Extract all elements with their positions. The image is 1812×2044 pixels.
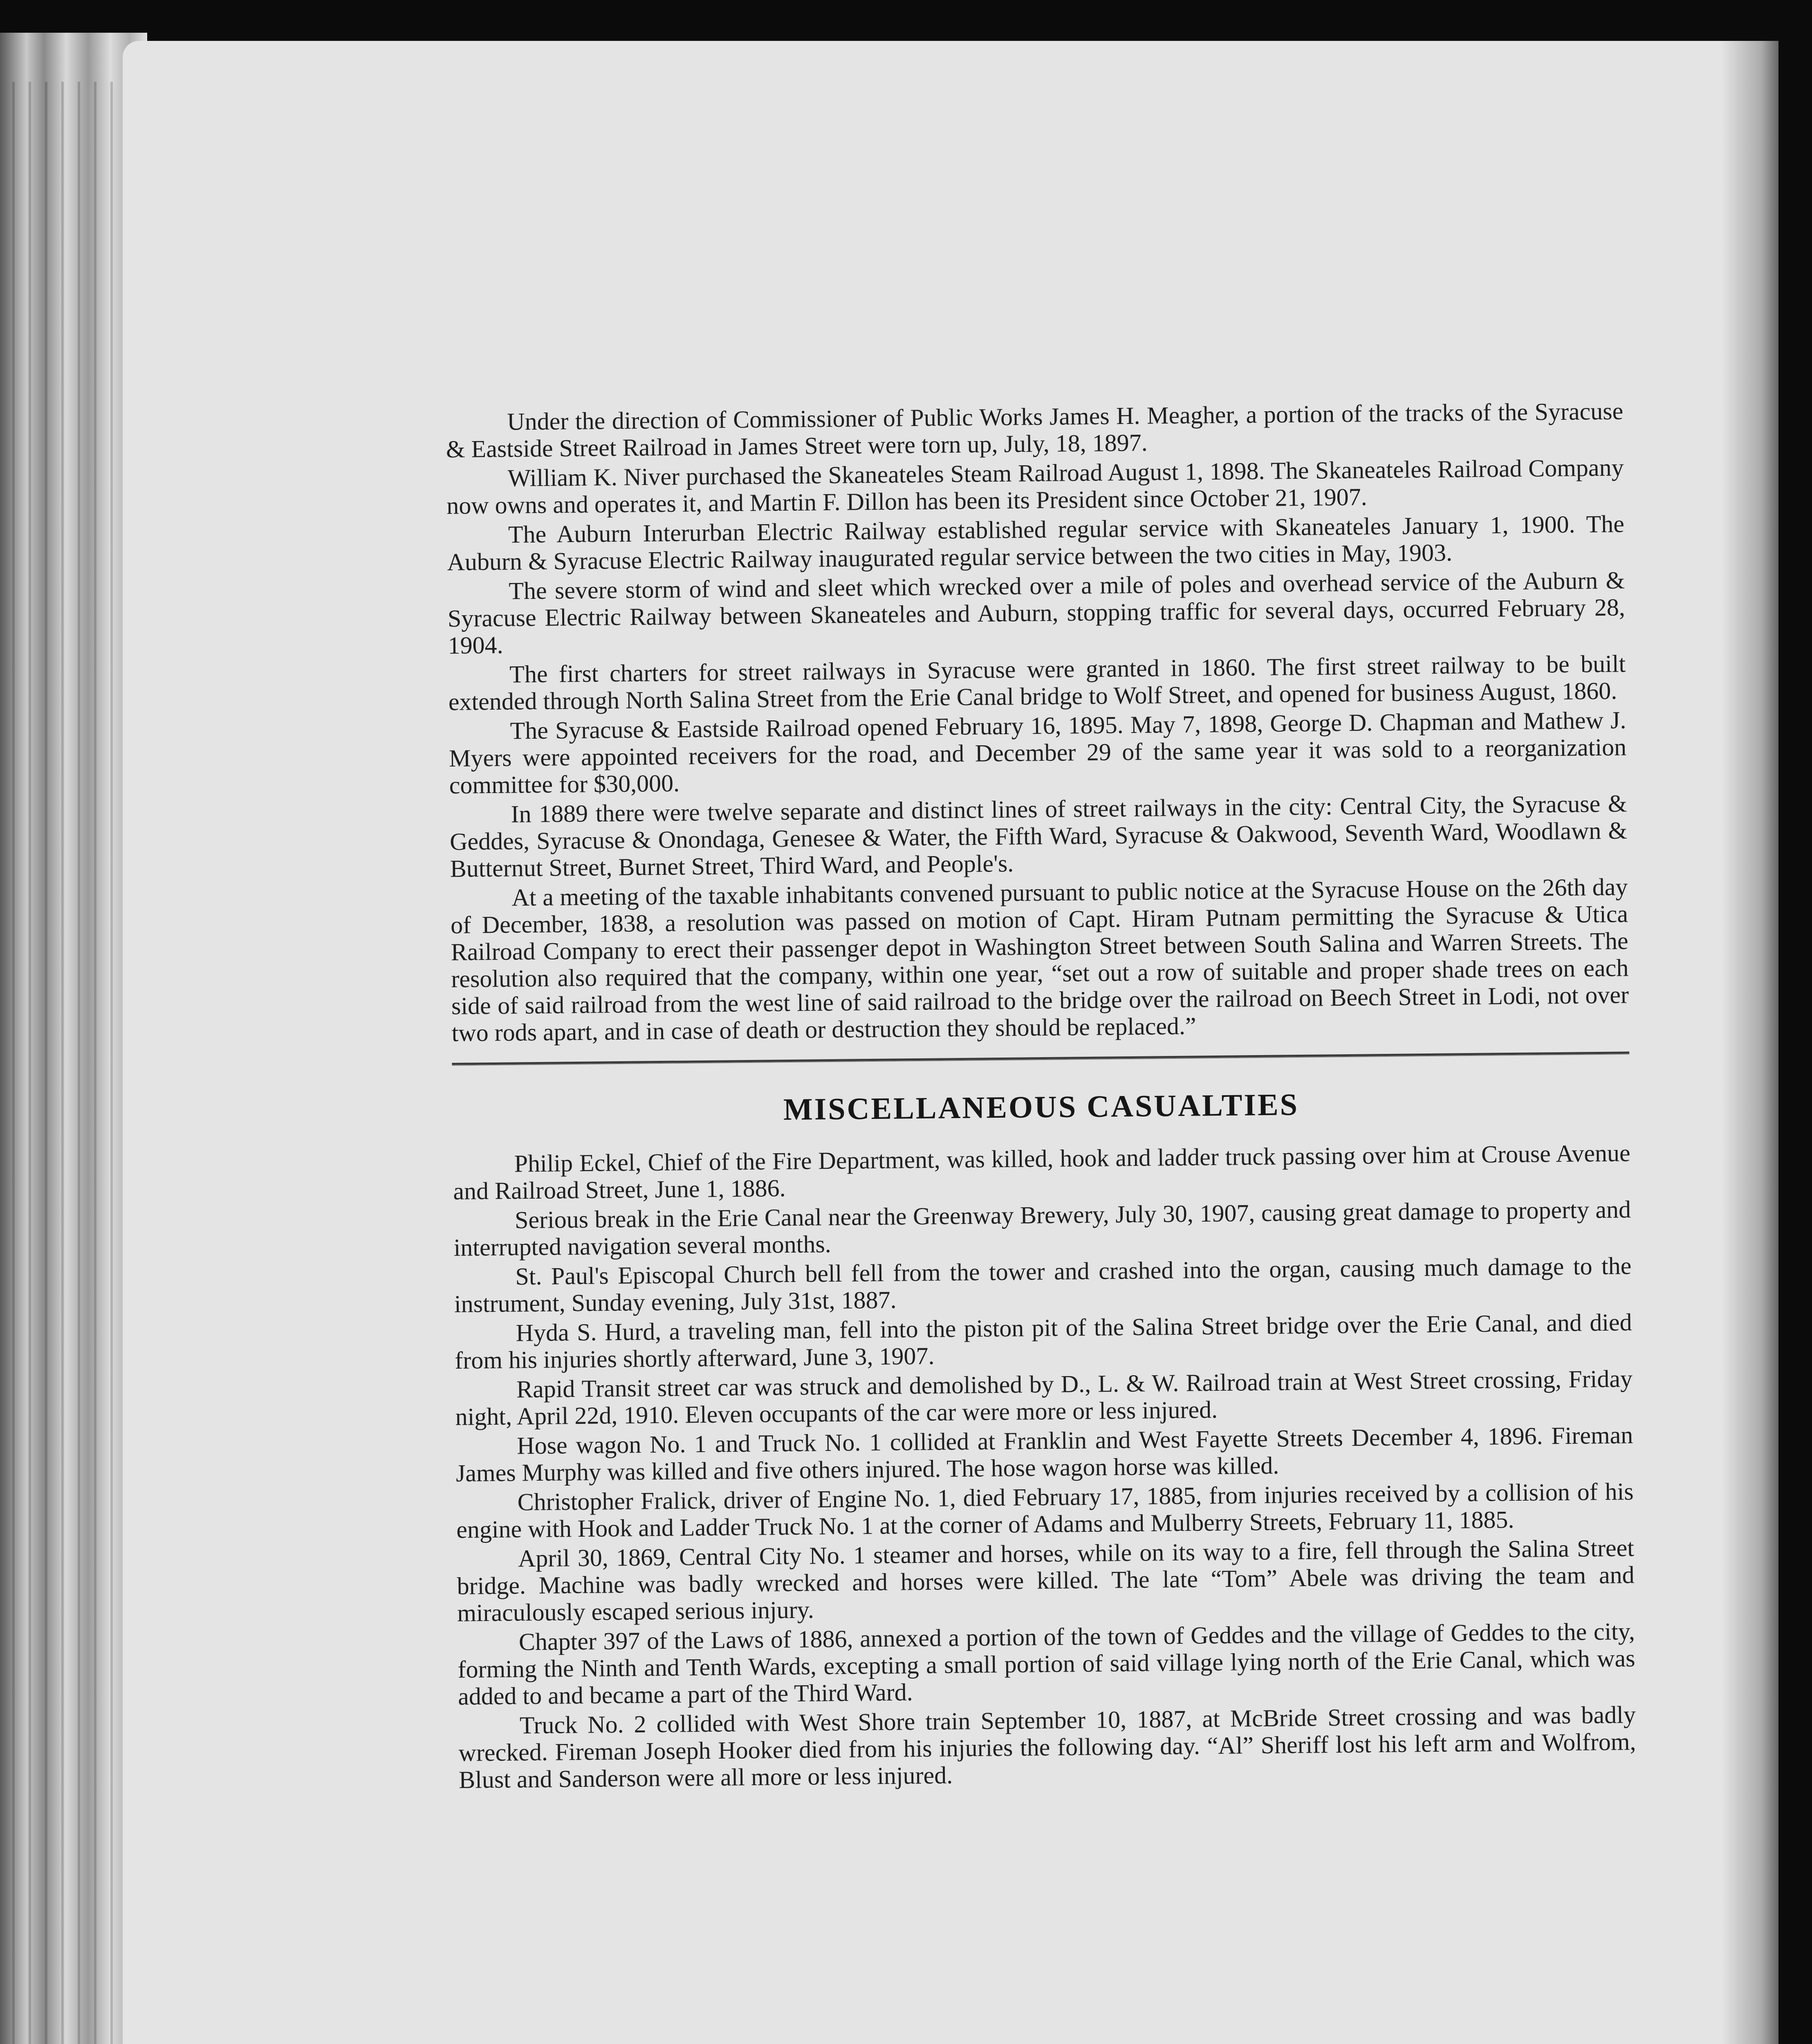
casualty-paragraph: Chapter 397 of the Laws of 1886, annexed a portion of the town of Geddes and the village of Geddes to the city, forming the Ninth and Tenth Wards, excepting a small portion of said village lying north of the Erie Canal, which was added to and became a part of the Third Ward. [457, 1618, 1635, 1710]
paragraph: The Syracuse & Eastside Railroad opened February 16, 1895. May 7, 1898, George D. Chapman and Mathew J. Myers were appointed receivers for the road, and December 29 of the same year it was sold to a reorganization committee for $30,000. [449, 706, 1627, 799]
section-divider-rule [452, 1051, 1629, 1066]
casualty-paragraph: Truck No. 2 collided with West Shore train September 10, 1887, at McBride Street crossing and was badly wrecked. Fireman Joseph Hooker died from his injuries the following day. “Al” Sheriff lost his left arm and Wolfrom, Blust and Sanderson were all more or less injured. [458, 1701, 1636, 1793]
casualty-paragraph: Hose wagon No. 1 and Truck No. 1 collided at Franklin and West Fayette Streets December 4, 1896. Fireman James Murphy was killed and five others injured. The hose wagon horse was killed. [455, 1421, 1633, 1487]
casualty-paragraph: Rapid Transit street car was struck and demolished by D., L. & W. Railroad train at West Street crossing, Friday night, April 22d, 1910. Eleven occupants of the car were more or less injured. [455, 1365, 1633, 1430]
page-stack-edges [12, 82, 135, 2044]
paragraph: William K. Niver purchased the Skaneateles Steam Railroad August 1, 1898. The Skaneateles Railroad Company now owns and operates it, and Martin F. Dillon has been its President since October 21, 1907. [446, 454, 1624, 519]
paragraph: The Auburn Interurban Electric Railway established regular service with Skaneateles January 1, 1900. The Auburn & Syracuse Electric Railway inaugurated regular service between the two cities in May, 1903. [447, 510, 1625, 576]
casualty-paragraph: Christopher Fralick, driver of Engine No. 1, died February 17, 1885, from injuries received by a collision of his engine with Hook and Ladder Truck No. 1 at the corner of Adams and Mulberry Streets, February 11, 1885. [456, 1478, 1634, 1543]
paragraph: At a meeting of the taxable inhabitants convened pursuant to public notice at the Syracuse House on the 26th day of December, 1838, a resolution was passed on motion of Capt. Hiram Putnam permitting the Syracuse & Utica Railroad Company to erect their passenger depot in Washington Street between South Salina and Warren Streets. The resolution also required that the company, within one year, “set out a row of suitable and proper shade trees on each side of said railroad from the west line of said railroad to the bridge over the railroad on Beech Street in Lodi, not over two rods apart, and in case of death or destruction they should be replaced.” [450, 873, 1629, 1047]
casualty-paragraph: Serious break in the Erie Canal near the Greenway Brewery, July 30, 1907, causing great damage to property and interrupted navigation several months. [453, 1196, 1631, 1261]
casualty-paragraph: St. Paul's Episcopal Church bell fell from the tower and crashed into the organ, causing much damage to the instrument, Sunday evening, July 31st, 1887. [454, 1252, 1632, 1318]
page-text-column [446, 397, 1636, 1795]
casualty-paragraph: April 30, 1869, Central City No. 1 steamer and horses, while on its way to a fire, fell through the Salina Street bridge. Machine was badly wrecked and horses were killed. The late “Tom” Abele was driving the team and miraculously escaped serious injury. [457, 1534, 1635, 1627]
section-title: MISCELLANEOUS CASUALTIES [783, 1087, 1299, 1127]
casualty-paragraph: Hyda S. Hurd, a traveling man, fell into the piston pit of the Salina Street bridge over the Erie Canal, and died from his injuries shortly afterward, June 3, 1907. [455, 1309, 1632, 1374]
casualty-paragraph: Philip Eckel, Chief of the Fire Department, was killed, hook and ladder truck passing over him at Crouse Avenue and Railroad Street, June 1, 1886. [453, 1139, 1630, 1205]
paragraph: The severe storm of wind and sleet which wrecked over a mile of poles and overhead service of the Auburn & Syracuse Electric Railway between Skaneateles and Auburn, stopping traffic for several days, occurred February 28, 1904. [447, 567, 1626, 659]
page-curl-shadow [1721, 41, 1778, 2044]
paragraph: The first charters for street railways in Syracuse were granted in 1860. The first street railway to be built extended through North Salina Street from the Erie Canal bridge to Wolf Street, and opened for business August, 1860. [448, 650, 1626, 715]
paragraph: Under the direction of Commissioner of Public Works James H. Meagher, a portion of the tracks of the Syracuse & Eastside Street Railroad in James Street were torn up, July, 18, 1897. [446, 397, 1624, 463]
paragraph: In 1889 there were twelve separate and distinct lines of street railways in the city: Central City, the Syracuse & Geddes, Syracuse & Onondaga, Genesee & Water, the Fifth Ward, Syracuse & Oakwood, Seventh Ward, Woodlawn & Butternut Street, Burnet Street, Third Ward, and People's. [449, 790, 1628, 882]
